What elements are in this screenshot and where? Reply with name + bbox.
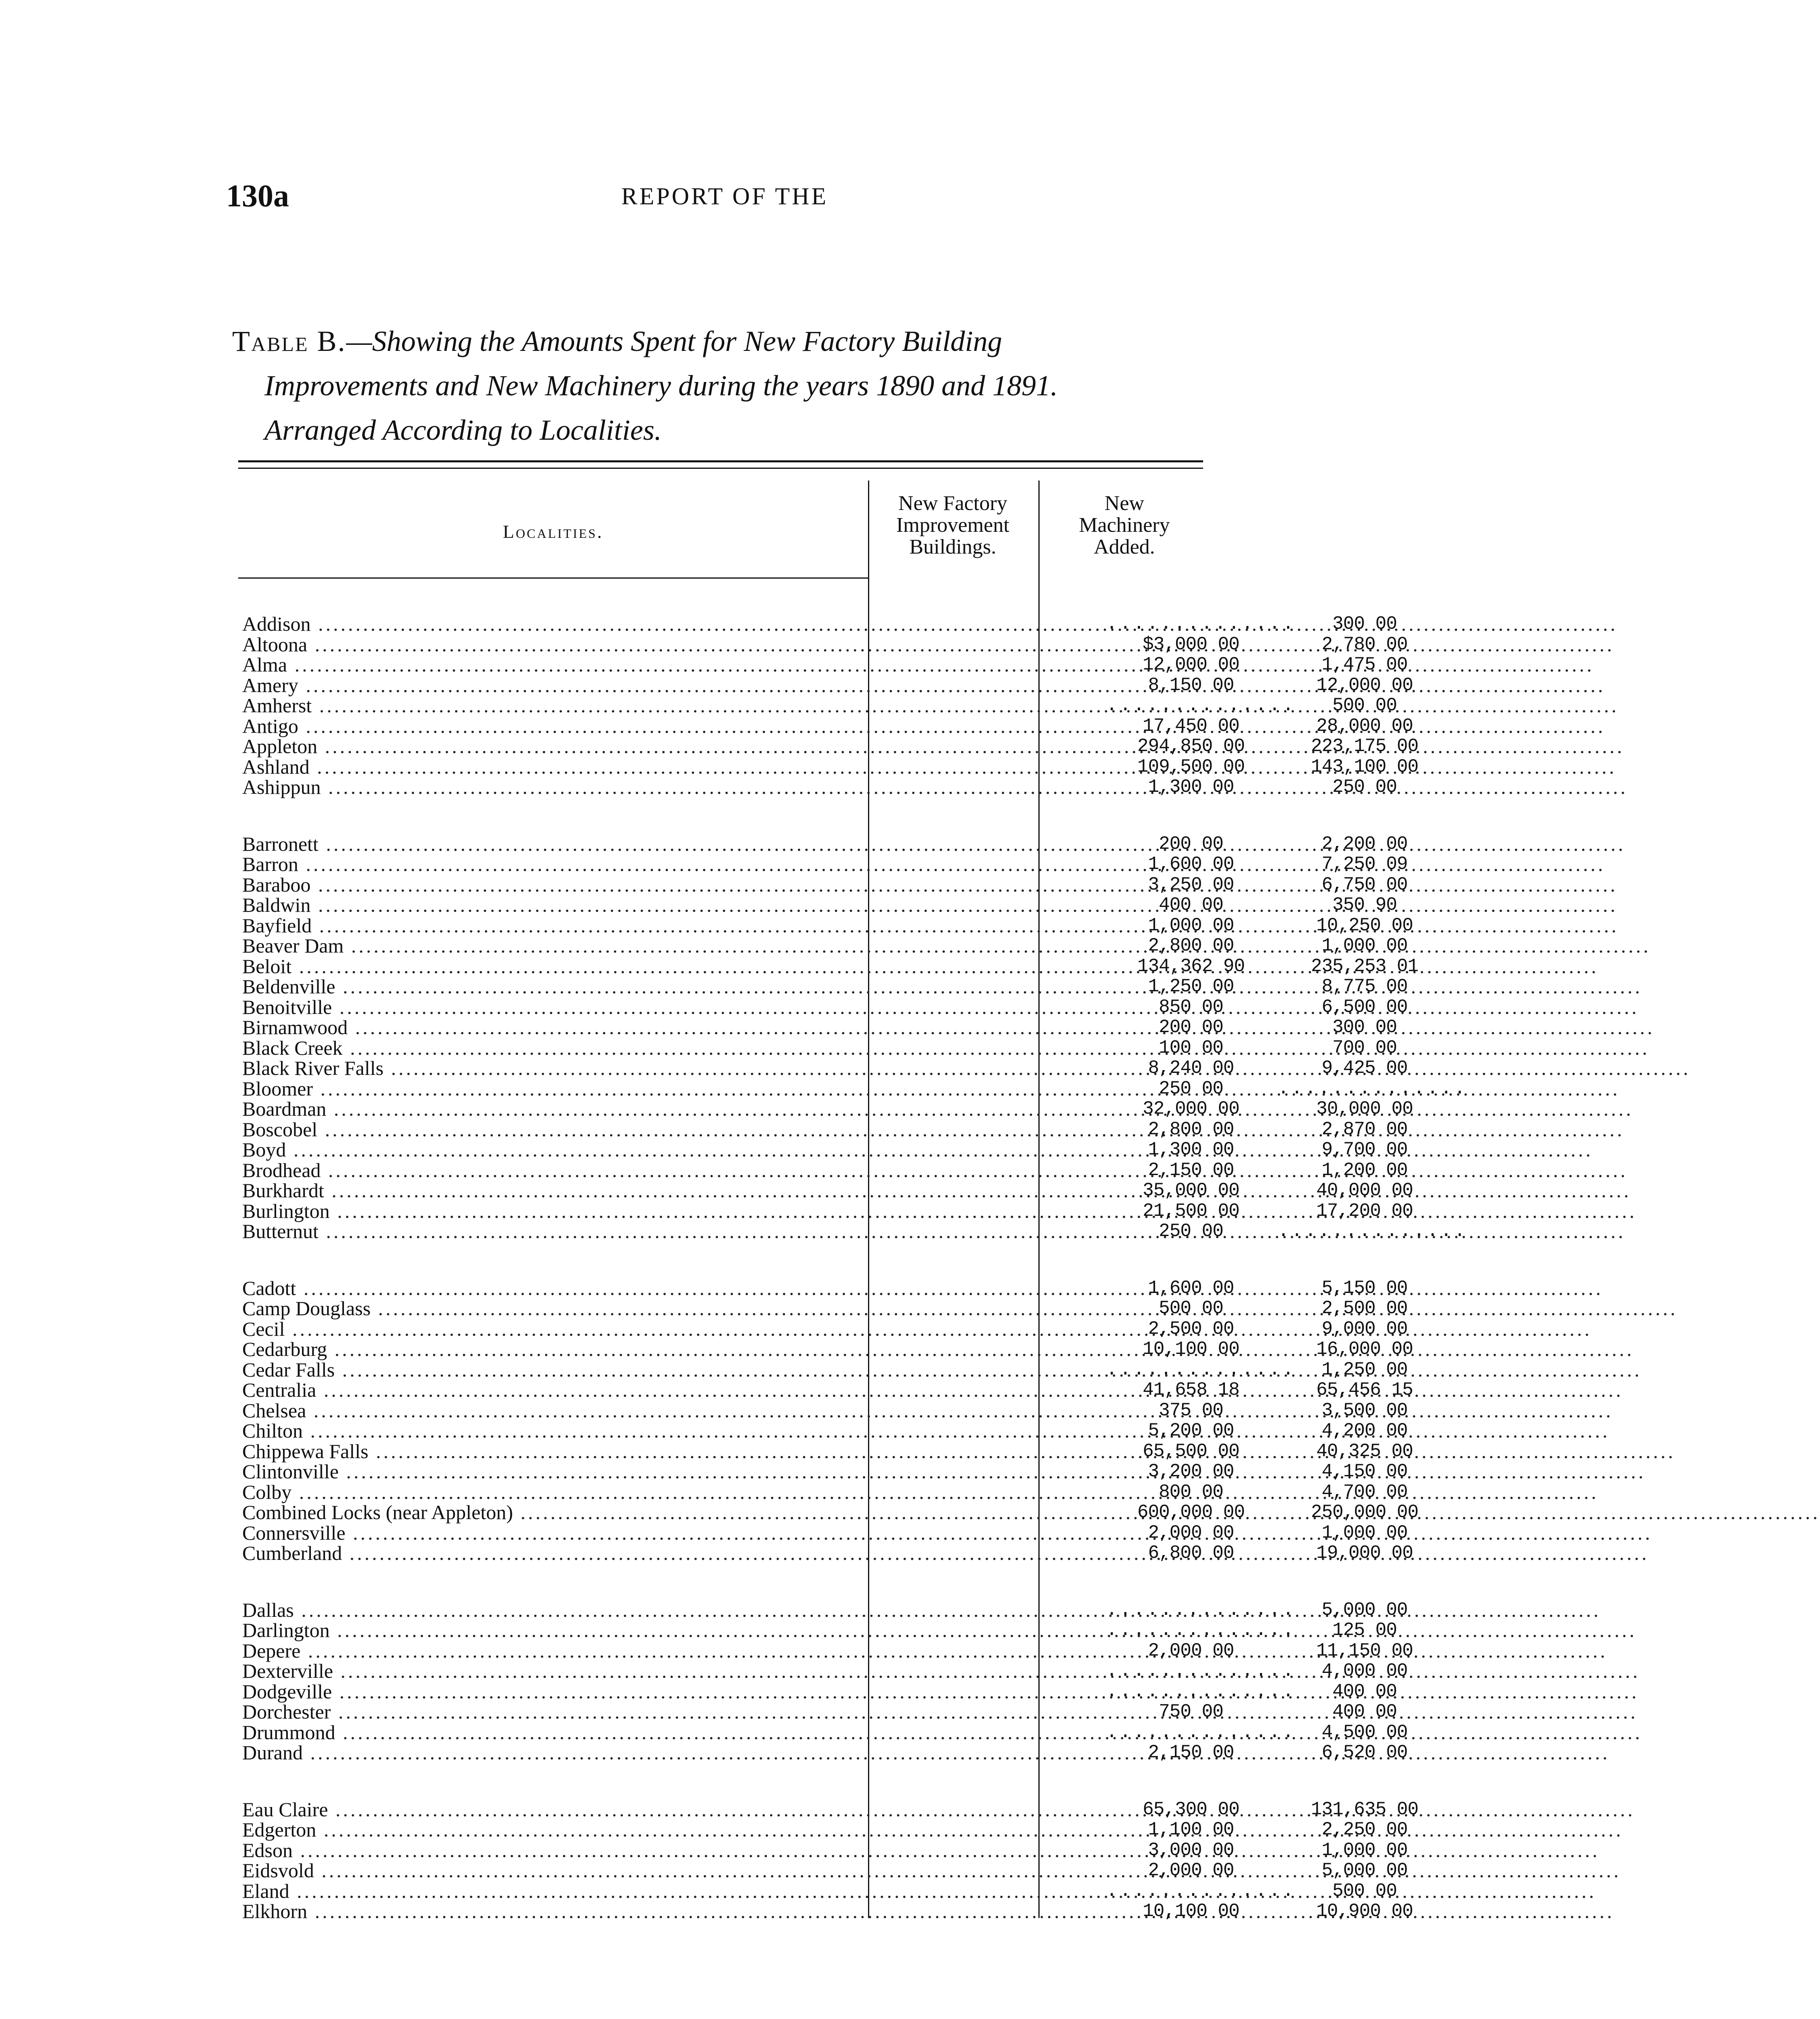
locality-name: Elkhorn ..... — [242, 1901, 872, 1922]
table-row — [238, 1639, 1413, 1662]
machinery-amount: 1,000 00 — [1321, 935, 1408, 956]
machinery-amount: 16,000 00 — [1316, 1339, 1413, 1360]
factory-amount: 1,600 00 — [1148, 854, 1234, 875]
factory-amount: 35,000 00 — [1143, 1180, 1239, 1201]
locality-name: Brodhead ..... — [242, 1160, 872, 1181]
locality-name: Dallas ..... — [242, 1600, 872, 1620]
table-label: Table B. — [232, 325, 346, 357]
machinery-header-line-2: Machinery — [1079, 514, 1170, 537]
machinery-header-line-3: Added. — [1094, 535, 1155, 558]
locality-name: Drummond ..... — [242, 1722, 872, 1743]
table-row — [238, 1179, 1413, 1202]
machinery-amount: 28,000 00 — [1316, 715, 1413, 737]
table-row — [238, 1399, 1408, 1422]
factory-amount: 17,450 00 — [1143, 715, 1239, 737]
table-row — [238, 894, 1397, 916]
locality-name: Barronett ..... — [242, 834, 872, 854]
column-header-localities: Localities. — [503, 521, 604, 542]
factory-amount: 1,250 00 — [1148, 976, 1234, 997]
factory-amount: 65,500 00 — [1143, 1440, 1239, 1462]
machinery-amount: 125 00 — [1332, 1620, 1397, 1641]
machinery-amount: 4,700 00 — [1321, 1481, 1408, 1503]
table-row — [238, 1379, 1413, 1401]
locality-name: Colby ..... — [242, 1482, 872, 1503]
locality-name: Dodgeville ..... — [242, 1681, 872, 1702]
machinery-amount: 11,150 00 — [1316, 1640, 1413, 1661]
locality-name: Cecil ..... — [242, 1319, 872, 1339]
factory-amount: 600,000 00 — [1137, 1502, 1245, 1523]
locality-name: Centralia ..... — [242, 1380, 872, 1400]
table-row — [238, 735, 1419, 758]
locality-name: Barron ..... — [242, 854, 872, 875]
locality-name: Ashland ..... — [242, 757, 872, 777]
factory-amount: 200 00 — [1159, 833, 1223, 854]
machinery-amount: 40,325 00 — [1316, 1440, 1413, 1462]
factory-amount — [1106, 1360, 1276, 1380]
table-row — [238, 653, 1408, 676]
machinery-amount: 17,200 00 — [1316, 1200, 1413, 1221]
machinery-amount — [1278, 1221, 1451, 1242]
table-row — [238, 1199, 1413, 1222]
table-row — [238, 1077, 1223, 1100]
table-row — [238, 1098, 1413, 1120]
factory-amount — [1106, 1620, 1276, 1641]
factory-amount: 5,200 00 — [1148, 1420, 1234, 1441]
table-row — [238, 995, 1408, 1018]
locality-name: Addison ..... — [242, 614, 872, 634]
factory-amount: 10,100 00 — [1143, 1339, 1239, 1360]
locality-name: Connersville ..... — [242, 1523, 872, 1543]
factory-amount: 250 00 — [1159, 1078, 1223, 1099]
machinery-amount: 500 00 — [1332, 1880, 1397, 1901]
factory-amount: 750 00 — [1159, 1701, 1223, 1722]
machinery-amount: 1,200 00 — [1321, 1159, 1408, 1181]
table-row — [238, 613, 1397, 635]
locality-name: Clintonville ..... — [242, 1461, 872, 1482]
locality-name: Cumberland ..... — [242, 1543, 872, 1564]
locality-name: Beloit ..... — [242, 956, 872, 977]
machinery-amount — [1278, 1079, 1451, 1099]
machinery-amount: 300 00 — [1332, 613, 1397, 634]
factory-amount: 375 00 — [1159, 1400, 1223, 1421]
factory-amount: 8,150 00 — [1148, 674, 1234, 696]
table-row — [238, 873, 1408, 896]
factory-amount: 6,800 00 — [1148, 1543, 1234, 1564]
locality-name: Burkhardt ..... — [242, 1180, 872, 1201]
factory-amount: 65,300 00 — [1143, 1799, 1239, 1820]
locality-name: Eidsvold ..... — [242, 1860, 872, 1881]
machinery-amount: 1,475 00 — [1321, 654, 1408, 675]
locality-name: Dorchester ..... — [242, 1702, 872, 1722]
machinery-amount: 9,425 00 — [1321, 1058, 1408, 1079]
machinery-amount: 6,500 00 — [1321, 996, 1408, 1018]
factory-amount: 2,000 00 — [1148, 1640, 1234, 1661]
locality-name: Appleton ..... — [242, 736, 872, 757]
factory-header-line-3: Buildings. — [909, 535, 996, 558]
table-row — [238, 1741, 1408, 1764]
locality-name: Edson ..... — [242, 1840, 872, 1861]
table-caption — [232, 319, 1209, 452]
machinery-amount: 9,000 00 — [1321, 1318, 1408, 1339]
table-row — [238, 755, 1419, 778]
locality-name: Depere ..... — [242, 1641, 872, 1661]
factory-amount: 3,250 00 — [1148, 874, 1234, 895]
machinery-amount: 143,100 00 — [1310, 756, 1419, 777]
factory-amount — [1106, 695, 1276, 716]
factory-amount: 1,300 00 — [1148, 777, 1234, 798]
machinery-amount: 9,700 00 — [1321, 1139, 1408, 1160]
locality-name: Bloomer ..... — [242, 1079, 872, 1099]
table-row — [238, 1598, 1408, 1621]
machinery-amount: 4,000 00 — [1321, 1660, 1408, 1681]
factory-amount: 134,362 90 — [1137, 955, 1245, 977]
locality-name: Birnamwood ..... — [242, 1017, 872, 1038]
machinery-amount: 19,000 00 — [1316, 1543, 1413, 1564]
factory-amount: 109,500 00 — [1137, 756, 1245, 777]
table-row — [238, 914, 1413, 937]
column-header-factory — [868, 493, 1038, 558]
factory-amount — [1106, 1600, 1276, 1620]
locality-name: Ashippun ..... — [242, 777, 872, 798]
machinery-amount: 2,200 00 — [1321, 833, 1408, 854]
locality-name: Baraboo ..... — [242, 875, 872, 895]
machinery-amount: 4,150 00 — [1321, 1461, 1408, 1482]
table-row — [238, 674, 1413, 697]
machinery-amount: 223,175 00 — [1310, 736, 1419, 757]
machinery-amount: 4,200 00 — [1321, 1420, 1408, 1441]
factory-amount: 21,500 00 — [1143, 1200, 1239, 1221]
machinery-amount: 6,520 00 — [1321, 1742, 1408, 1763]
table-row — [238, 1118, 1408, 1141]
table-row — [238, 1501, 1419, 1524]
locality-name: Boardman ..... — [242, 1099, 872, 1119]
factory-amount: 1,000 00 — [1148, 915, 1234, 936]
table-body — [238, 613, 1419, 1958]
table-row — [238, 1859, 1408, 1882]
locality-name: Camp Douglass ..... — [242, 1298, 872, 1319]
factory-amount: 1,100 00 — [1148, 1819, 1234, 1840]
factory-amount: 2,150 00 — [1148, 1742, 1234, 1763]
factory-amount: 850 00 — [1159, 996, 1223, 1018]
locality-name: Beaver Dam ..... — [242, 936, 872, 956]
machinery-amount: 1,250 00 — [1321, 1359, 1408, 1380]
machinery-amount: 5,000 00 — [1321, 1860, 1408, 1881]
machinery-amount: 40,000 00 — [1316, 1180, 1413, 1201]
locality-name: Antigo ..... — [242, 716, 872, 737]
locality-group — [238, 1598, 1413, 1764]
locality-name: Dexterville ..... — [242, 1661, 872, 1681]
table-row — [238, 934, 1408, 957]
locality-name: Altoona ..... — [242, 634, 872, 655]
factory-header-line-2: Improvement — [896, 514, 1010, 537]
factory-amount: 250 00 — [1159, 1221, 1223, 1242]
factory-amount: 294,850 00 — [1137, 736, 1245, 757]
locality-name: Eau Claire ..... — [242, 1799, 872, 1820]
locality-name: Bayfield ..... — [242, 915, 872, 936]
machinery-amount: 6,750 00 — [1321, 874, 1408, 895]
factory-amount: 2,000 00 — [1148, 1860, 1234, 1881]
locality-name: Cedar Falls ..... — [242, 1360, 872, 1380]
factory-amount: 2,800 00 — [1148, 1119, 1234, 1140]
machinery-amount: 2,870 00 — [1321, 1119, 1408, 1140]
locality-name: Combined Locks (near Appleton) ..... — [242, 1502, 872, 1523]
factory-amount: 200 00 — [1159, 1017, 1223, 1038]
table-row — [238, 1660, 1408, 1682]
machinery-amount: 2,780 00 — [1321, 634, 1408, 655]
locality-name: Chelsea ..... — [242, 1400, 872, 1421]
locality-name: Cedarburg ..... — [242, 1339, 872, 1360]
table-row — [238, 1338, 1413, 1360]
factory-amount: 3,000 00 — [1148, 1839, 1234, 1861]
table-row — [238, 1159, 1408, 1182]
table-row — [238, 1460, 1408, 1483]
factory-amount: 2,500 00 — [1148, 1318, 1234, 1339]
locality-group — [238, 832, 1419, 1242]
locality-group — [238, 1276, 1419, 1564]
table-row — [238, 1798, 1419, 1821]
machinery-amount: 10,250 00 — [1316, 915, 1413, 936]
factory-amount: 10,100 00 — [1143, 1901, 1239, 1922]
factory-amount — [1106, 614, 1276, 634]
machinery-amount: 235,253 01 — [1310, 955, 1419, 977]
locality-name: Beldenville ..... — [242, 976, 872, 997]
machinery-amount: 400 00 — [1332, 1701, 1397, 1722]
table-row — [238, 1700, 1397, 1723]
table-row — [238, 694, 1397, 717]
machinery-amount: 8,775 00 — [1321, 976, 1408, 997]
factory-amount: 12,000 00 — [1143, 654, 1239, 675]
page-number: 130a — [226, 178, 289, 213]
factory-amount: 41,658 18 — [1143, 1379, 1239, 1400]
table-row — [238, 1016, 1397, 1039]
factory-amount — [1106, 1681, 1276, 1702]
table-row — [238, 955, 1419, 978]
locality-name: Alma ..... — [242, 655, 872, 675]
locality-name: Amherst ..... — [242, 695, 872, 716]
table-row — [238, 1297, 1408, 1320]
table-row — [238, 1879, 1397, 1902]
factory-amount: 500 00 — [1159, 1298, 1223, 1319]
machinery-amount: 30,000 00 — [1316, 1098, 1413, 1119]
machinery-amount: 7,250 09 — [1321, 854, 1408, 875]
column-header-machinery — [1040, 493, 1209, 558]
locality-name: Butternut ..... — [242, 1221, 872, 1242]
locality-name: Black River Falls ..... — [242, 1058, 872, 1079]
machinery-amount: 500 00 — [1332, 695, 1397, 716]
table-row — [238, 1276, 1408, 1299]
running-head: REPORT OF THE — [621, 183, 828, 210]
locality-name: Eland ..... — [242, 1881, 872, 1901]
factory-amount — [1106, 1661, 1276, 1681]
locality-name: Burlington ..... — [242, 1201, 872, 1221]
table-row — [238, 1419, 1408, 1442]
factory-amount: 32,000 00 — [1143, 1098, 1239, 1119]
table-row — [238, 1057, 1408, 1079]
machinery-amount: 65,456 15 — [1316, 1379, 1413, 1400]
factory-amount: 2,150 00 — [1148, 1159, 1234, 1181]
locality-name: Edgerton ..... — [242, 1820, 872, 1840]
locality-name: Darlington ..... — [242, 1620, 872, 1641]
table-row — [238, 975, 1408, 998]
machinery-amount: 250 00 — [1332, 777, 1397, 798]
machinery-amount: 700 00 — [1332, 1037, 1397, 1058]
machinery-amount: 2,250 00 — [1321, 1819, 1408, 1840]
caption-line-1: —Showing the Amounts Spent for New Factory Building — [346, 325, 1002, 357]
locality-name: Chippewa Falls ..... — [242, 1441, 872, 1462]
table-top-rule-inner — [238, 468, 1203, 469]
factory-amount — [1106, 1722, 1276, 1743]
machinery-amount: 300 00 — [1332, 1017, 1397, 1038]
table-row — [238, 1138, 1408, 1161]
table-top-rule — [238, 460, 1203, 462]
factory-amount — [1106, 1881, 1276, 1901]
table-row — [238, 1542, 1413, 1564]
locality-name: Benoitville ..... — [242, 997, 872, 1018]
table-row — [238, 1839, 1408, 1862]
table-row — [238, 1317, 1408, 1340]
table-row — [238, 853, 1408, 875]
locality-name: Amery ..... — [242, 675, 872, 696]
machinery-amount: 12,000 00 — [1316, 674, 1413, 696]
locality-name: Cadott ..... — [242, 1278, 872, 1299]
machinery-amount: 4,500 00 — [1321, 1721, 1408, 1743]
machinery-amount: 131,635 00 — [1310, 1799, 1419, 1820]
table-row — [238, 1036, 1397, 1059]
caption-line-3: Arranged According to Localities. — [264, 414, 662, 446]
locality-group — [238, 1798, 1419, 1922]
factory-header-line-1: New Factory — [898, 492, 1008, 515]
factory-amount: 2,800 00 — [1148, 935, 1234, 956]
table-row — [238, 1480, 1408, 1503]
factory-amount: $3,000 00 — [1143, 634, 1239, 655]
machinery-amount: 250,000 00 — [1310, 1502, 1419, 1523]
table-row — [238, 1619, 1397, 1641]
factory-amount: 100 00 — [1159, 1037, 1223, 1058]
locality-name: Boscobel ..... — [242, 1119, 872, 1140]
factory-amount: 800 00 — [1159, 1481, 1223, 1503]
header-bottom-rule — [238, 577, 868, 579]
table-row — [238, 832, 1408, 855]
machinery-amount: 10,900 00 — [1316, 1901, 1413, 1922]
locality-name: Black Creek ..... — [242, 1038, 872, 1058]
machinery-amount: 1,000 00 — [1321, 1522, 1408, 1543]
caption-line-2: Improvements and New Machinery during the years 1890 and 1891. — [264, 369, 1058, 402]
table-row — [238, 1680, 1397, 1703]
machinery-amount: 5,150 00 — [1321, 1277, 1408, 1299]
machinery-amount: 2,500 00 — [1321, 1298, 1408, 1319]
factory-amount: 8,240 00 — [1148, 1058, 1234, 1079]
table-row — [238, 1220, 1223, 1242]
factory-amount: 3,200 00 — [1148, 1461, 1234, 1482]
factory-amount: 1,600 00 — [1148, 1277, 1234, 1299]
table-row — [238, 1721, 1408, 1744]
locality-group — [238, 613, 1419, 798]
locality-name: Baldwin ..... — [242, 895, 872, 915]
machinery-amount: 3,500 00 — [1321, 1400, 1408, 1421]
table-row — [238, 714, 1413, 737]
machinery-amount: 400 00 — [1332, 1681, 1397, 1702]
locality-name: Durand ..... — [242, 1742, 872, 1763]
machinery-amount: 350 90 — [1332, 894, 1397, 915]
machinery-header-line-1: New — [1104, 492, 1145, 515]
factory-amount: 1,300 00 — [1148, 1139, 1234, 1160]
machinery-amount: 1,000 00 — [1321, 1839, 1408, 1861]
table-row — [238, 776, 1397, 798]
machinery-amount: 5,000 00 — [1321, 1599, 1408, 1620]
page-header — [226, 178, 1223, 214]
table-row — [238, 1358, 1408, 1381]
table-row — [238, 1440, 1413, 1463]
locality-name: Boyd ..... — [242, 1140, 872, 1160]
factory-amount: 400 00 — [1159, 894, 1223, 915]
table-row — [238, 633, 1408, 656]
factory-amount: 2,000 00 — [1148, 1522, 1234, 1543]
table-row — [238, 1818, 1408, 1841]
locality-name: Chilton ..... — [242, 1421, 872, 1441]
table-row — [238, 1521, 1408, 1544]
table-row — [238, 1900, 1413, 1922]
